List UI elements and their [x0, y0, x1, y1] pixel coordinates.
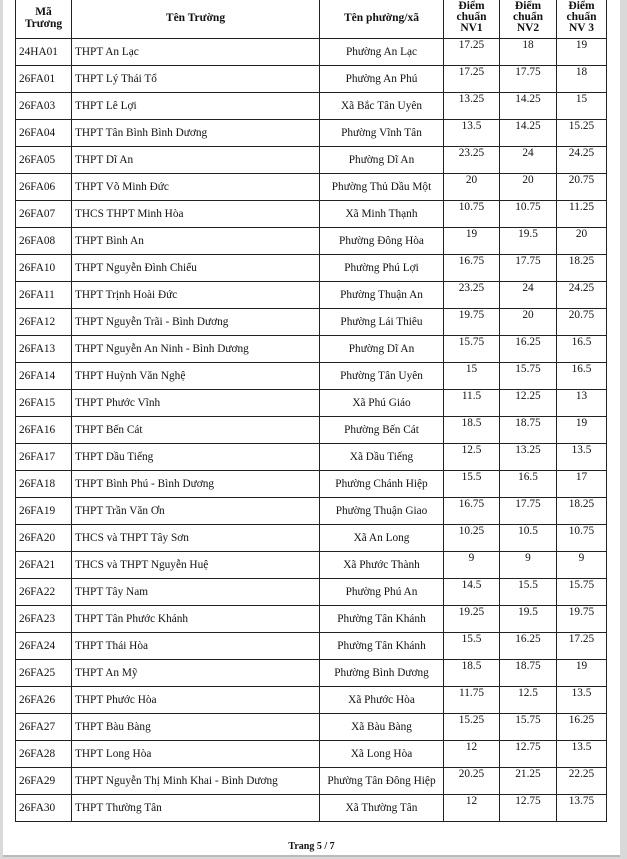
table-row	[16, 201, 607, 228]
score-nv3-cell: 20.75	[557, 309, 607, 336]
score-nv1-cell: 12.5	[444, 444, 500, 471]
score-nv2-cell: 24	[500, 282, 557, 309]
ward-cell: Phường Tân Đông Hiệp	[320, 768, 444, 795]
ward-cell: Xã Phước Thành	[320, 552, 444, 579]
school-code-cell: 26FA05	[16, 147, 72, 174]
ward-cell: Xã Phú Giáo	[320, 390, 444, 417]
score-nv2-cell: 17.75	[500, 498, 557, 525]
school-code-cell: 26FA17	[16, 444, 72, 471]
score-nv1-cell: 12	[444, 795, 500, 822]
school-name-cell: THPT Bình An	[72, 228, 320, 255]
table-row	[16, 228, 607, 255]
table-row	[16, 93, 607, 120]
school-name-cell: THPT Dĩ An	[72, 147, 320, 174]
score-nv2-cell: 20	[500, 309, 557, 336]
ward-cell: Xã Bàu Bàng	[320, 714, 444, 741]
score-nv3-cell: 11.25	[557, 201, 607, 228]
score-nv3-cell: 19.75	[557, 606, 607, 633]
school-name-cell: THPT An Mỹ	[72, 660, 320, 687]
score-nv3-cell: 9	[557, 552, 607, 579]
table-row	[16, 417, 607, 444]
school-code-cell: 26FA21	[16, 552, 72, 579]
school-name-cell: THPT Nguyễn Thị Minh Khai - Bình Dương	[72, 768, 320, 795]
score-nv1-cell: 13.25	[444, 93, 500, 120]
score-nv3-cell: 10.75	[557, 525, 607, 552]
school-name-cell: THPT Bình Phú - Bình Dương	[72, 471, 320, 498]
school-name-cell: THPT Thường Tân	[72, 795, 320, 822]
school-code-cell: 26FA30	[16, 795, 72, 822]
score-nv3-cell: 18	[557, 66, 607, 93]
school-code-cell: 26FA27	[16, 714, 72, 741]
score-nv2-cell: 17.75	[500, 66, 557, 93]
table-row	[16, 498, 607, 525]
score-nv1-cell: 9	[444, 552, 500, 579]
school-name-cell: THPT An Lạc	[72, 39, 320, 66]
header-school-name: Tên Trường	[72, 0, 320, 39]
ward-cell: Xã Thường Tân	[320, 795, 444, 822]
table-row	[16, 606, 607, 633]
school-name-cell: THPT Huỳnh Văn Nghệ	[72, 363, 320, 390]
table-row	[16, 363, 607, 390]
score-nv1-cell: 23.25	[444, 282, 500, 309]
school-code-cell: 26FA16	[16, 417, 72, 444]
score-nv1-cell: 17.25	[444, 66, 500, 93]
score-nv2-cell: 18.75	[500, 660, 557, 687]
table-row	[16, 390, 607, 417]
score-nv1-cell: 11.75	[444, 687, 500, 714]
table-row	[16, 741, 607, 768]
score-nv2-cell: 15.75	[500, 714, 557, 741]
ward-cell: Phường Tân Khánh	[320, 633, 444, 660]
school-code-cell: 26FA15	[16, 390, 72, 417]
score-nv2-cell: 19.5	[500, 228, 557, 255]
score-nv3-cell: 15.75	[557, 579, 607, 606]
table-row	[16, 525, 607, 552]
admission-score-table	[15, 0, 607, 822]
score-nv3-cell: 13	[557, 390, 607, 417]
score-nv1-cell: 11.5	[444, 390, 500, 417]
score-nv3-cell: 18.25	[557, 255, 607, 282]
score-nv2-cell: 10.5	[500, 525, 557, 552]
header-score-nv2: Điểm chuẩn NV2	[500, 0, 557, 39]
school-name-cell: THPT Phước Vĩnh	[72, 390, 320, 417]
score-nv2-cell: 13.25	[500, 444, 557, 471]
table-row	[16, 660, 607, 687]
score-nv2-cell: 17.75	[500, 255, 557, 282]
score-nv3-cell: 15.25	[557, 120, 607, 147]
score-nv3-cell: 15	[557, 93, 607, 120]
school-name-cell: THPT Nguyễn Trãi - Bình Dương	[72, 309, 320, 336]
school-name-cell: THPT Trịnh Hoài Đức	[72, 282, 320, 309]
score-nv2-cell: 14.25	[500, 93, 557, 120]
school-code-cell: 26FA18	[16, 471, 72, 498]
score-nv2-cell: 14.25	[500, 120, 557, 147]
score-nv2-cell: 16.25	[500, 336, 557, 363]
school-code-cell: 26FA13	[16, 336, 72, 363]
table-row	[16, 795, 607, 822]
ward-cell: Phường Bình Dương	[320, 660, 444, 687]
score-nv3-cell: 18.25	[557, 498, 607, 525]
school-code-cell: 26FA23	[16, 606, 72, 633]
header-score-nv3: Điểm chuẩn NV 3	[557, 0, 607, 39]
table-row	[16, 579, 607, 606]
score-nv1-cell: 19.25	[444, 606, 500, 633]
ward-cell: Phường Vĩnh Tân	[320, 120, 444, 147]
ward-cell: Xã Long Hòa	[320, 741, 444, 768]
school-code-cell: 26FA19	[16, 498, 72, 525]
school-code-cell: 26FA06	[16, 174, 72, 201]
table-row	[16, 444, 607, 471]
school-code-cell: 26FA24	[16, 633, 72, 660]
school-name-cell: THPT Nguyễn Đình Chiểu	[72, 255, 320, 282]
ward-cell: Phường Phú Lợi	[320, 255, 444, 282]
ward-cell: Phường Đông Hòa	[320, 228, 444, 255]
score-nv2-cell: 19.5	[500, 606, 557, 633]
ward-cell: Phường Chánh Hiệp	[320, 471, 444, 498]
school-name-cell: THPT Tân Phước Khánh	[72, 606, 320, 633]
score-nv1-cell: 16.75	[444, 255, 500, 282]
score-nv1-cell: 16.75	[444, 498, 500, 525]
school-name-cell: THPT Lý Thái Tổ	[72, 66, 320, 93]
score-nv3-cell: 13.5	[557, 687, 607, 714]
score-nv2-cell: 10.75	[500, 201, 557, 228]
school-code-cell: 26FA26	[16, 687, 72, 714]
score-nv2-cell: 24	[500, 147, 557, 174]
page-number: Trang 5 / 7	[288, 841, 335, 852]
score-nv2-cell: 9	[500, 552, 557, 579]
table-row	[16, 66, 607, 93]
score-nv3-cell: 13.75	[557, 795, 607, 822]
score-nv1-cell: 15	[444, 363, 500, 390]
school-name-cell: THPT Nguyễn An Ninh - Bình Dương	[72, 336, 320, 363]
table-row	[16, 336, 607, 363]
score-nv3-cell: 16.5	[557, 336, 607, 363]
school-name-cell: THPT Lê Lợi	[72, 93, 320, 120]
score-nv3-cell: 13.5	[557, 741, 607, 768]
table-row	[16, 768, 607, 795]
score-nv1-cell: 15.75	[444, 336, 500, 363]
header-school-code: Mã Trương	[16, 0, 72, 39]
table-body	[16, 39, 607, 822]
score-nv3-cell: 20.75	[557, 174, 607, 201]
school-code-cell: 26FA22	[16, 579, 72, 606]
school-name-cell: THPT Long Hòa	[72, 741, 320, 768]
ward-cell: Phường An Lạc	[320, 39, 444, 66]
ward-cell: Xã Dầu Tiếng	[320, 444, 444, 471]
document-page	[3, 0, 620, 857]
ward-cell: Phường Bến Cát	[320, 417, 444, 444]
score-nv2-cell: 15.75	[500, 363, 557, 390]
school-name-cell: THCS và THPT Tây Sơn	[72, 525, 320, 552]
score-nv3-cell: 17	[557, 471, 607, 498]
score-nv2-cell: 12.5	[500, 687, 557, 714]
score-nv1-cell: 12	[444, 741, 500, 768]
ward-cell: Phường Lái Thiêu	[320, 309, 444, 336]
table-row	[16, 633, 607, 660]
school-name-cell: THPT Phước Hòa	[72, 687, 320, 714]
score-nv2-cell: 12.75	[500, 741, 557, 768]
score-nv3-cell: 20	[557, 228, 607, 255]
table-row	[16, 309, 607, 336]
school-name-cell: THPT Tây Nam	[72, 579, 320, 606]
school-code-cell: 26FA08	[16, 228, 72, 255]
school-code-cell: 26FA20	[16, 525, 72, 552]
score-nv2-cell: 18.75	[500, 417, 557, 444]
table-row	[16, 120, 607, 147]
school-code-cell: 26FA03	[16, 93, 72, 120]
header-score-nv1: Điểm chuẩn NV1	[444, 0, 500, 39]
score-nv3-cell: 24.25	[557, 282, 607, 309]
table-row	[16, 39, 607, 66]
score-nv1-cell: 18.5	[444, 660, 500, 687]
school-code-cell: 26FA12	[16, 309, 72, 336]
school-code-cell: 26FA11	[16, 282, 72, 309]
school-name-cell: THPT Dầu Tiếng	[72, 444, 320, 471]
score-nv3-cell: 16.25	[557, 714, 607, 741]
table-row	[16, 714, 607, 741]
school-name-cell: THPT Bến Cát	[72, 417, 320, 444]
school-code-cell: 26FA28	[16, 741, 72, 768]
score-nv2-cell: 16.25	[500, 633, 557, 660]
score-nv1-cell: 13.5	[444, 120, 500, 147]
table-row	[16, 471, 607, 498]
score-nv1-cell: 17.25	[444, 39, 500, 66]
score-nv1-cell: 20	[444, 174, 500, 201]
school-code-cell: 26FA01	[16, 66, 72, 93]
score-nv3-cell: 17.25	[557, 633, 607, 660]
score-nv1-cell: 23.25	[444, 147, 500, 174]
school-name-cell: THCS THPT Minh Hòa	[72, 201, 320, 228]
school-name-cell: THPT Trần Văn Ơn	[72, 498, 320, 525]
score-nv1-cell: 19.75	[444, 309, 500, 336]
school-code-cell: 26FA14	[16, 363, 72, 390]
school-name-cell: THCS và THPT Nguyễn Huệ	[72, 552, 320, 579]
ward-cell: Phường Dĩ An	[320, 336, 444, 363]
table-row	[16, 147, 607, 174]
ward-cell: Phường Dĩ An	[320, 147, 444, 174]
ward-cell: Phường Thủ Dầu Một	[320, 174, 444, 201]
ward-cell: Xã An Long	[320, 525, 444, 552]
score-nv2-cell: 12.25	[500, 390, 557, 417]
school-code-cell: 26FA04	[16, 120, 72, 147]
school-name-cell: THPT Thái Hòa	[72, 633, 320, 660]
table-row	[16, 255, 607, 282]
score-nv3-cell: 19	[557, 660, 607, 687]
score-nv1-cell: 15.5	[444, 471, 500, 498]
ward-cell: Phường Thuận An	[320, 282, 444, 309]
score-nv1-cell: 18.5	[444, 417, 500, 444]
score-nv2-cell: 15.5	[500, 579, 557, 606]
table-row	[16, 282, 607, 309]
score-nv2-cell: 16.5	[500, 471, 557, 498]
school-code-cell: 26FA07	[16, 201, 72, 228]
school-code-cell: 26FA25	[16, 660, 72, 687]
header-ward: Tên phường/xã	[320, 0, 444, 39]
ward-cell: Phường Thuận Giao	[320, 498, 444, 525]
score-nv3-cell: 19	[557, 417, 607, 444]
score-nv1-cell: 20.25	[444, 768, 500, 795]
ward-cell: Phường Tân Uyên	[320, 363, 444, 390]
ward-cell: Phường An Phú	[320, 66, 444, 93]
school-code-cell: 26FA29	[16, 768, 72, 795]
page-edge	[3, 855, 620, 857]
score-nv1-cell: 15.25	[444, 714, 500, 741]
score-nv1-cell: 14.5	[444, 579, 500, 606]
score-nv3-cell: 22.25	[557, 768, 607, 795]
score-nv1-cell: 19	[444, 228, 500, 255]
score-nv3-cell: 13.5	[557, 444, 607, 471]
score-nv1-cell: 10.75	[444, 201, 500, 228]
table-header	[16, 0, 607, 39]
school-name-cell: THPT Võ Minh Đức	[72, 174, 320, 201]
school-name-cell: THPT Tân Bình Bình Dương	[72, 120, 320, 147]
ward-cell: Phường Tân Khánh	[320, 606, 444, 633]
score-nv1-cell: 15.5	[444, 633, 500, 660]
ward-cell: Xã Phước Hòa	[320, 687, 444, 714]
table-row	[16, 687, 607, 714]
table-row	[16, 174, 607, 201]
score-nv2-cell: 20	[500, 174, 557, 201]
score-nv1-cell: 10.25	[444, 525, 500, 552]
ward-cell: Phường Phú An	[320, 579, 444, 606]
score-nv2-cell: 12.75	[500, 795, 557, 822]
score-nv3-cell: 24.25	[557, 147, 607, 174]
score-nv2-cell: 21.25	[500, 768, 557, 795]
score-nv2-cell: 18	[500, 39, 557, 66]
score-nv3-cell: 19	[557, 39, 607, 66]
score-nv3-cell: 16.5	[557, 363, 607, 390]
school-code-cell: 26FA10	[16, 255, 72, 282]
ward-cell: Xã Minh Thạnh	[320, 201, 444, 228]
table-row	[16, 552, 607, 579]
school-name-cell: THPT Bàu Bàng	[72, 714, 320, 741]
ward-cell: Xã Bắc Tân Uyên	[320, 93, 444, 120]
school-code-cell: 24HA01	[16, 39, 72, 66]
